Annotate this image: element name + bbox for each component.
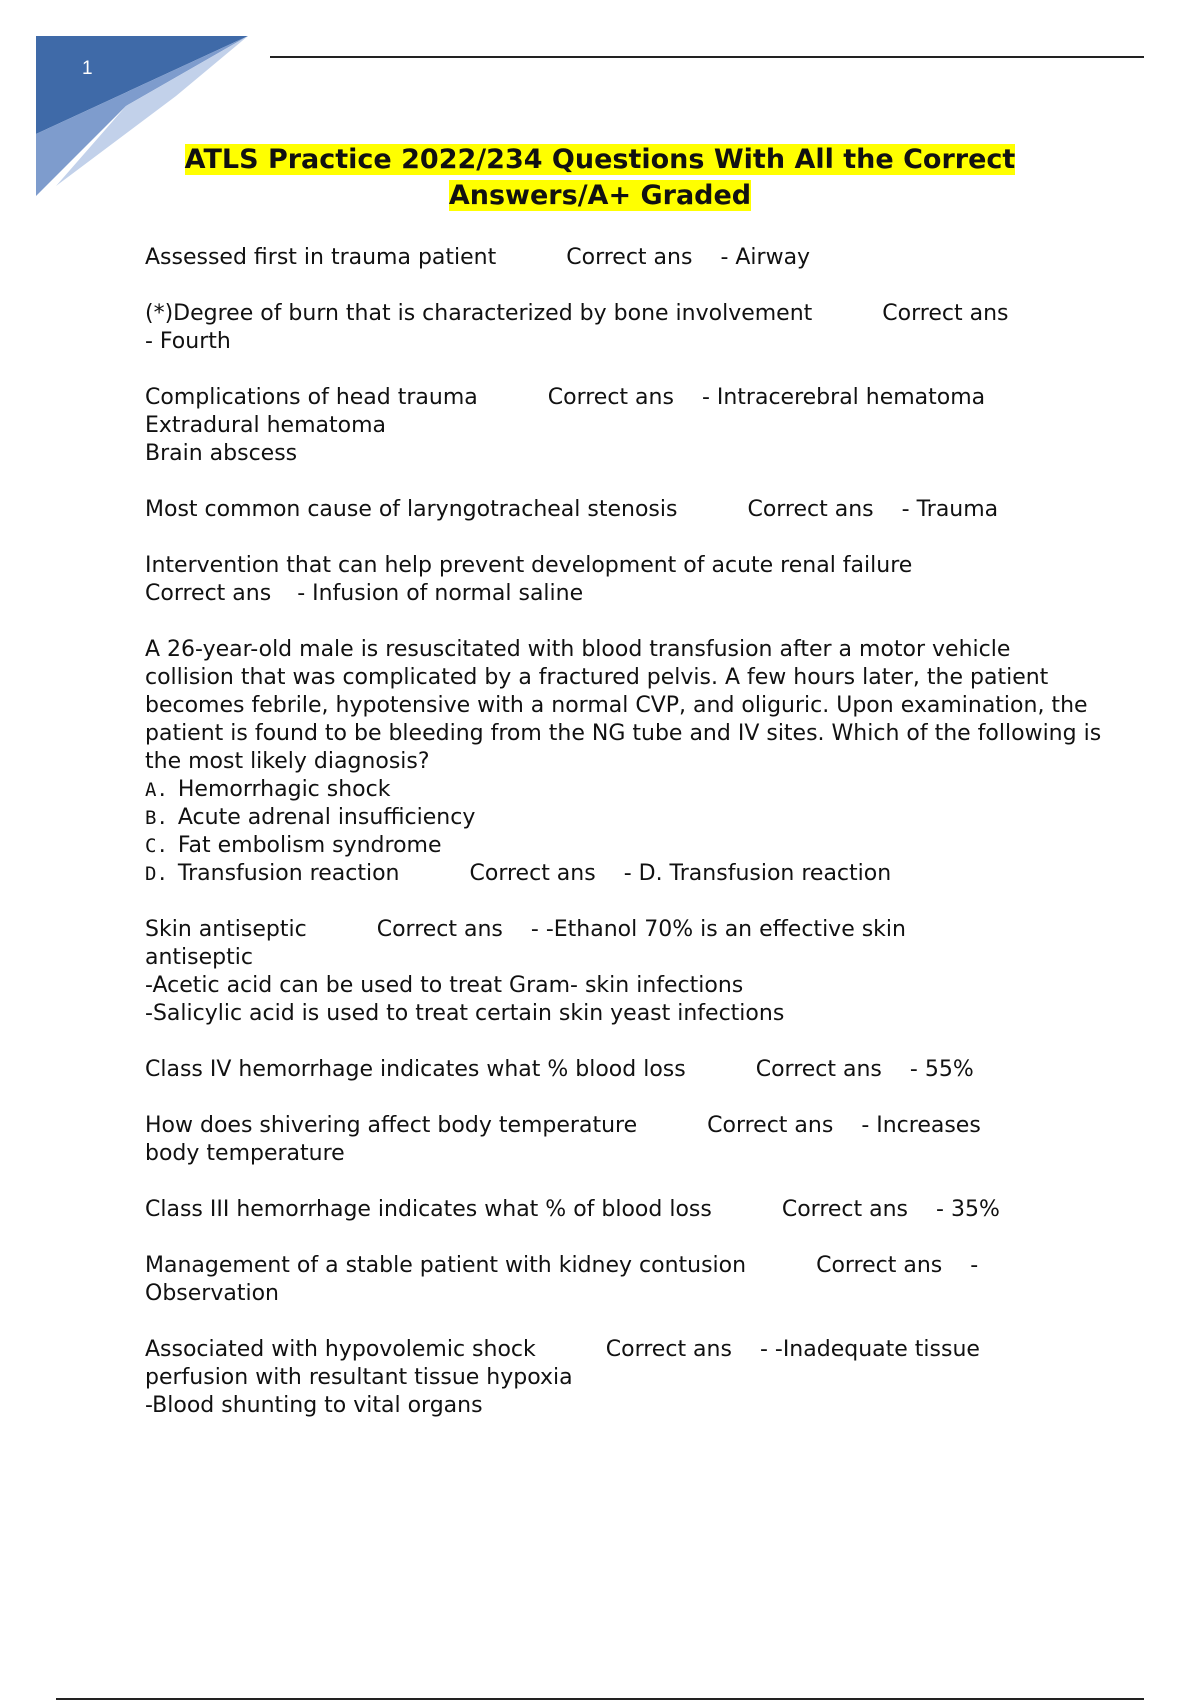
question-text: Intervention that can help prevent development of acute renal failure [145,553,913,578]
answer-label: Correct ans [469,861,596,886]
qa-item [145,1252,1105,1308]
option-item [145,776,1105,804]
answer-continuation: perfusion with resultant tissue hypoxia [145,1365,573,1390]
answer-label: Correct ans [882,301,1009,326]
option-letter: A. [145,779,168,801]
qa-item [145,552,1105,608]
answer-text: - 55% [909,1057,974,1082]
answer-text: - D. Transfusion reaction [623,861,892,886]
question-text: Skin antiseptic [145,917,307,942]
question-text: Complications of head trauma [145,385,478,410]
qa-item [145,1196,1105,1224]
answer-text: - -Ethanol 70% is an effective skin [530,917,906,942]
answer-continuation: -Acetic acid can be used to treat Gram- skin infections [145,973,744,998]
answer-label: Correct ans [755,1057,882,1082]
qa-item [145,1056,1105,1084]
title-line-2: Answers/A+ Graded [448,180,752,211]
question-text: Assessed first in trauma patient [145,245,497,270]
answer-text: - -Inadequate tissue [759,1337,980,1362]
answer-continuation: Observation [145,1281,279,1306]
option-letter: B. [145,807,168,829]
qa-item [145,1112,1105,1168]
answer-label: Correct ans [145,581,272,606]
qa-item [145,916,1105,1028]
answer-continuation: antiseptic [145,945,253,970]
question-text: (*)Degree of burn that is characterized by bone involvement [145,301,813,326]
qa-item [145,384,1105,468]
option-text: Fat embolism syndrome [177,833,442,858]
answer-text: - Increases [861,1113,981,1138]
question-text: Management of a stable patient with kidney contusion [145,1253,747,1278]
option-text: Hemorrhagic shock [177,777,391,802]
qa-item [145,496,1105,524]
answer-label: Correct ans [707,1113,834,1138]
qa-item [145,636,1105,888]
answer-text: - Infusion of normal saline [297,581,584,606]
answer-continuation: Brain abscess [145,441,298,466]
answer-label: Correct ans [747,497,874,522]
title-line-1: ATLS Practice 2022/234 Questions With All the Correct [184,144,1016,175]
answer-label: Correct ans [816,1253,943,1278]
qa-list [145,244,1105,1448]
question-text: Most common cause of laryngotracheal stenosis [145,497,678,522]
answer-continuation: body temperature [145,1141,345,1166]
answer-text: - 35% [936,1197,1000,1222]
answer-continuation: Extradural hematoma [145,413,387,438]
option-letter: D. [145,863,168,885]
option-text: Acute adrenal insufficiency [177,805,476,830]
answer-continuation: -Blood shunting to vital organs [145,1393,483,1418]
page-number: 1 [82,58,93,79]
answer-text: - Airway [720,245,811,270]
question-text: Class III hemorrhage indicates what % of blood loss [145,1197,712,1222]
answer-continuation: -Salicylic acid is used to treat certain skin yeast infections [145,1001,785,1026]
document-title [160,142,1040,214]
option-item [145,832,1105,860]
option-list [145,776,1105,888]
qa-item [145,1336,1105,1420]
answer-text: - Intracerebral hematoma [701,385,986,410]
question-text: A 26-year-old male is resuscitated with blood transfusion after a motor vehicle collision that was complicated by a fractured pelvis. A few hours later, the patient becomes febrile, hypotensive with a normal CVP, and oliguric. Upon examination, the patient is found to be bleeding from the NG tube and IV sites. Which of the following is the most likely diagnosis? [145,637,1102,774]
question-text: Associated with hypovolemic shock [145,1337,536,1362]
question-text: How does shivering affect body temperature [145,1113,638,1138]
option-item [145,860,1105,888]
answer-label: Correct ans [376,917,503,942]
option-text: Transfusion reaction [177,861,400,886]
answer-label: Correct ans [566,245,693,270]
option-item [145,804,1105,832]
answer-label: Correct ans [547,385,674,410]
answer-text: - [970,1253,979,1278]
question-text: Class IV hemorrhage indicates what % blood loss [145,1057,686,1082]
answer-text: - Trauma [901,497,999,522]
answer-label: Correct ans [781,1197,909,1222]
header-rule [270,56,1144,58]
qa-item [145,244,1105,272]
option-letter: C. [145,835,168,857]
qa-item [145,300,1105,356]
answer-label: Correct ans [605,1337,732,1362]
answer-text: - Fourth [145,329,231,354]
